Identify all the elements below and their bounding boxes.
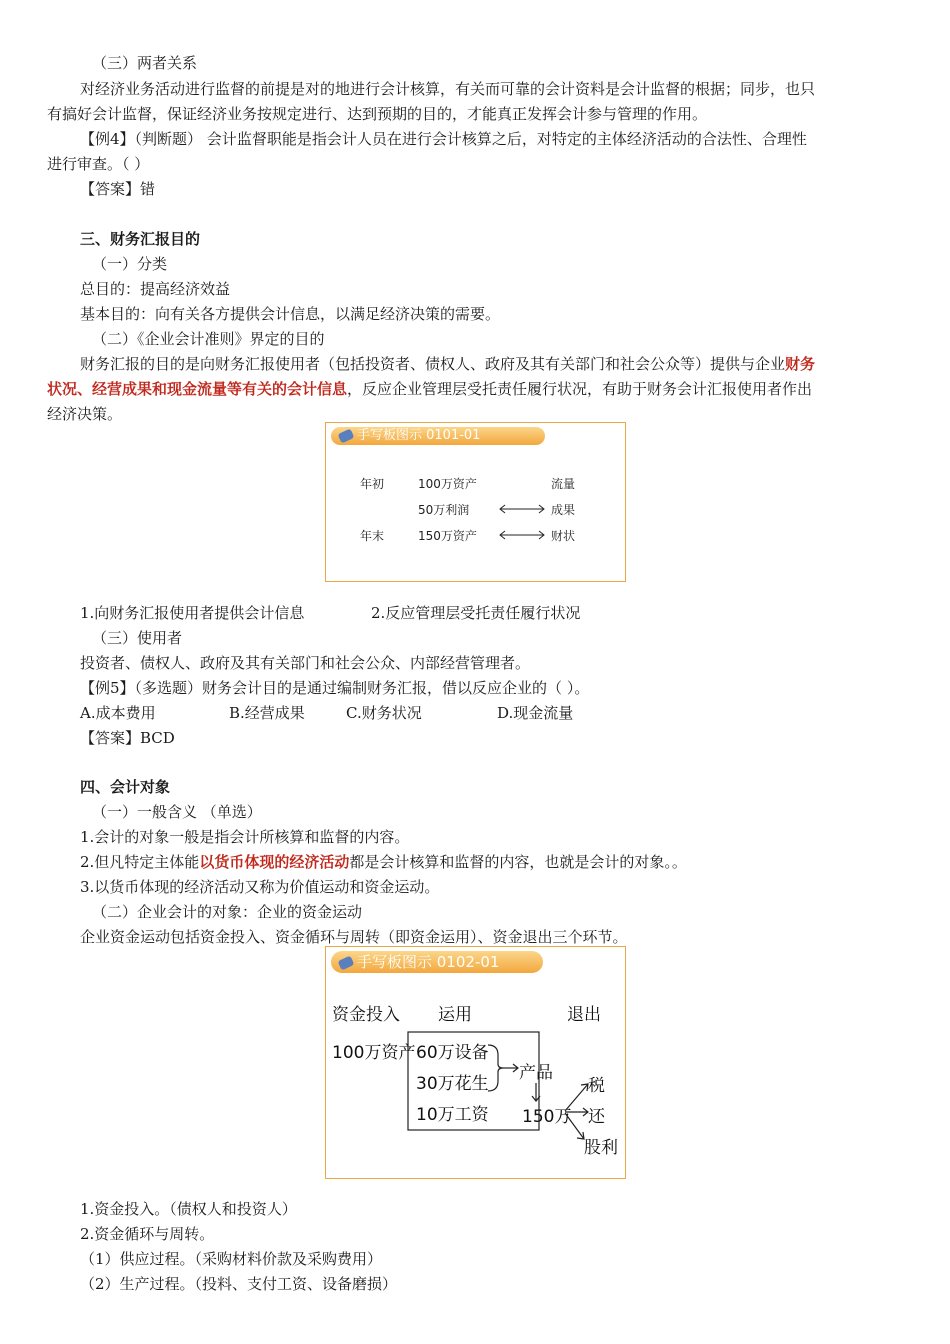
fig1-fin-status: 财状 [551,529,576,543]
object-item-1: 1.会计的对象一般是指会计所核算和监督的内容。 [80,828,410,846]
object-item-2-highlight: 以货币体现的经济活动 [199,853,350,871]
handwriting-figure-0102 [325,946,626,1179]
subheading-users: （三）使用者 [92,629,183,647]
capital-item-1: 1.资金投入。（债权人和投资人） [80,1200,297,1218]
example5-option-b: B.经营成果 [229,704,305,722]
capital-item-2: 2.资金循环与周转。 [80,1225,215,1243]
purpose-paragraph-line1 [80,354,815,374]
fig2-equipment-60: 60万设备 [416,1043,489,1063]
fig2-product: 产品 [519,1063,553,1083]
example4-answer: 【答案】错 [80,180,156,198]
goal-basic: 基本目的：向有关各方提供会计信息，以满足经济决策的需要。 [80,305,501,323]
fig2-header-use: 运用 [438,1005,472,1025]
purpose-text: 财务汇报的目的是向财务汇报使用者（包括投资者、债权人、政府及其有关部门和社会公众等）提供与企业 [80,355,786,373]
fig2-tax: 税 [588,1076,605,1096]
fig1-profit-50: 50万利润 [418,503,470,517]
fig1-assets-150: 150万资产 [418,529,477,543]
purpose-paragraph-line2 [47,379,812,399]
example4-question-line2: 进行审查。（ ） [47,155,150,173]
subheading-standard-purpose: （二）《企业会计准则》界定的目的 [92,330,325,348]
fig2-header-exit: 退出 [567,1005,601,1025]
users-text: 投资者、债权人、政府及其有关部门和社会公众、内部经营管理者。 [80,654,531,672]
capital-item-supply: （1）供应过程。（采购材料价款及采购费用） [80,1250,383,1268]
example5-option-d: D.现金流量 [497,704,574,722]
fig2-dividend: 股利 [584,1138,618,1158]
fig2-brace [488,1045,503,1091]
paragraph-relationship-line1: 对经济业务活动进行监督的前提是对的地进行会计核算，有关而可靠的会计资料是会计监督的根据；同步，也只 [80,80,816,98]
paragraph-relationship-line2: 有搞好会计监督，保证经济业务按规定进行、达到预期的目的，才能真正发挥会计参与管理的作用。 [47,105,708,123]
example5-option-c: C.财务状况 [346,704,422,722]
example5-answer: 【答案】BCD [80,729,175,747]
object-item-3: 3.以货币体现的经济活动又称为价值运动和资金运动。 [80,878,440,896]
fig1-assets-100: 100万资产 [418,477,477,491]
figure-badge-label: 手写板图示 0102-01 [357,953,500,971]
fig2-arrow-tax [565,1084,588,1111]
object-item-2-text-a: 2.但凡特定主体能 [80,853,200,871]
fig1-arrows [326,423,625,581]
fig2-assets-100: 100万资产 [332,1043,416,1063]
fig2-peanut-30: 30万花生 [416,1074,489,1094]
goal-total: 总目的：提高经济效益 [80,280,231,298]
purpose-text-2: ，反应企业管理层受托责任履行状况，有助于财务会计汇报使用者作出 [347,380,813,398]
fig2-amount-150: 150万 [522,1107,572,1127]
figure-badge-label: 手写板图示 0101-01 [357,428,481,443]
purpose-highlight-2: 状况、经营成果和现金流量等有关的会计信息 [47,380,348,398]
capital-item-production: （2）生产过程。（投料、支付工资、设备磨损） [80,1275,398,1293]
purpose-highlight-1: 财务 [785,355,816,373]
fig1-result: 成果 [551,503,576,517]
fig2-wages-10: 10万工资 [416,1105,489,1125]
object-item-2-text-c: 都是会计核算和监督的内容，也就是会计的对象。。 [349,853,687,871]
fig1-year-end: 年末 [360,529,385,543]
example5-option-a: A.成本费用 [80,704,156,722]
fig2-repay: 还 [588,1107,605,1127]
handwriting-figure-0101 [325,422,626,582]
purpose-list-item-1: 1.向财务汇报使用者提供会计信息 [80,604,305,622]
fig2-arrow-dividend [565,1113,584,1139]
purpose-list-item-2: 2.反应管理层受托责任履行状况 [371,604,581,622]
object-item-2 [80,852,687,872]
subheading-general-meaning: （一）一般含义 （单选） [92,803,262,821]
section-title-report-purpose: 三、财务汇报目的 [80,230,201,248]
section-heading-relationship: （三）两者关系 [92,54,198,72]
capital-movement-text: 企业资金运动包括资金投入、资金循环与周转（即资金运用）、资金退出三个环节。 [80,928,628,946]
subheading-enterprise-object: （二）企业会计的对象：企业的资金运动 [92,903,363,921]
fig2-use-box [408,1032,539,1130]
fig2-header-input: 资金投入 [332,1005,400,1025]
purpose-paragraph-line3: 经济决策。 [47,405,123,423]
example4-question-line1: 【例4】（判断题） 会计监督职能是指会计人员在进行会计核算之后，对特定的主体经济活动的合法性、合理性 [80,130,807,148]
section-title-accounting-object: 四、会计对象 [80,778,171,796]
fig1-year-start: 年初 [360,477,385,491]
fig1-flow: 流量 [551,477,576,491]
example5-question: 【例5】（多选题）财务会计目的是通过编制财务汇报，借以反应企业的（ ）。 [80,679,590,697]
subheading-classification: （一）分类 [92,255,168,273]
fig2-flow-lines [326,947,625,1178]
